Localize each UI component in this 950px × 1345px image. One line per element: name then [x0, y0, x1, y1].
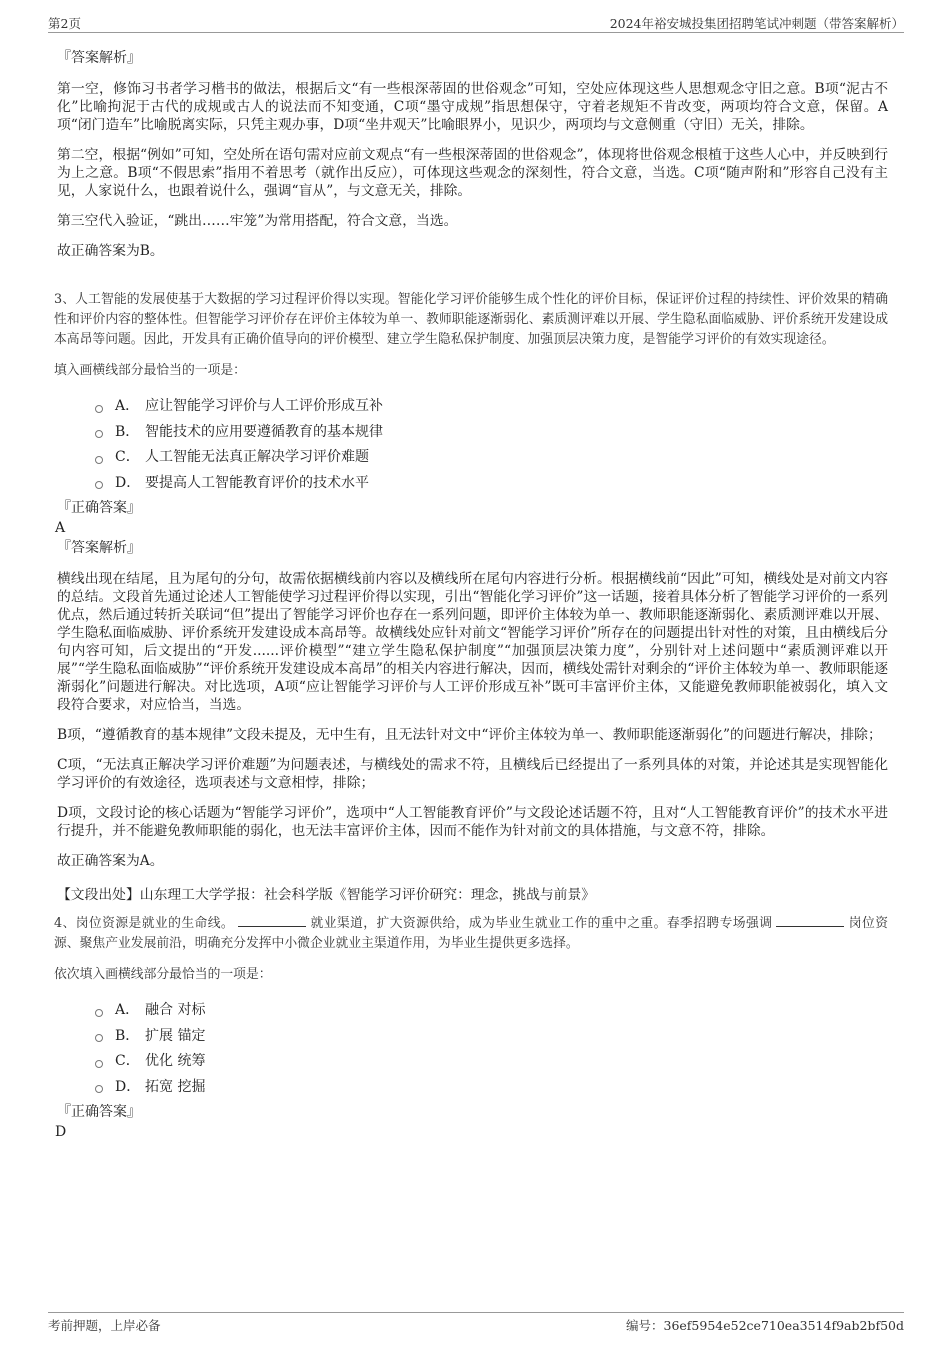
page-number: 第2页 — [48, 16, 81, 31]
correct-answer-label: 『正确答案』 — [57, 1104, 141, 1120]
radio-icon[interactable] — [95, 1034, 103, 1042]
fill-blank — [776, 914, 844, 927]
radio-icon[interactable] — [95, 456, 103, 464]
question-3-prompt: 填入画横线部分最恰当的一项是： — [54, 363, 246, 378]
correct-answer-label: 『正确答案』 — [57, 500, 141, 516]
option-b[interactable]: B． 扩展 锚定 — [95, 1024, 888, 1050]
radio-icon[interactable] — [95, 481, 103, 489]
option-b[interactable]: B． 智能技术的应用要遵循教育的基本规律 — [95, 420, 888, 446]
radio-icon[interactable] — [95, 1060, 103, 1068]
document-title: 2024年裕安城投集团招聘笔试冲刺题（带答案解析） — [609, 16, 904, 31]
analysis-conclusion: 故正确答案为A。 — [57, 853, 164, 869]
radio-icon[interactable] — [95, 405, 103, 413]
radio-icon[interactable] — [95, 1009, 103, 1017]
radio-icon[interactable] — [95, 430, 103, 438]
question-4-options — [95, 998, 888, 1100]
analysis-paragraph: D项，文段讨论的核心话题为“智能学习评价”，选项中“人工智能教育评价”与文段论述话题不符，且对“人工智能教育评价”的技术水平进行提升，并不能避免教师职能的弱化，也无法丰富评价主体，因而不能作为针对前文的具体措施，与文意不符，排除。 — [57, 805, 888, 839]
analysis-paragraph: 第二空，根据“例如”可知，空处所在语句需对应前文观点“有一些根深蒂固的世俗观念”，体现将世俗观念根植于这些人心中，并反映到行为上之意。B项“不假思索”指用不着思考（就作出反应），可体现这些观念的深刻性，符合文意，当选。C项“随声附和”形容自己没有主见，人家说什么，也跟着说什么，强调“盲从”，与文意无关，排除。 — [57, 147, 888, 199]
analysis-label: 『答案解析』 — [57, 540, 141, 556]
question-4-text: 4、岗位资源是就业的生命线。 就业渠道，扩大资源供给，成为毕业生就业工作的重中之重。春季招聘专场强调 岗位资源、聚焦产业发展前沿，明确充分发挥中小微企业就业主渠道作用，为毕业生提供更多选择。 — [54, 916, 888, 951]
page-content — [54, 48, 888, 1142]
footer-slogan: 考前押题，上岸必备 — [48, 1318, 161, 1333]
option-c[interactable]: C． 优化 统筹 — [95, 1049, 888, 1075]
radio-icon[interactable] — [95, 1085, 103, 1093]
analysis-paragraph: C项，“无法真正解决学习评价难题”为问题表述，与横线处的需求不符，且横线后已经提出了一系列具体的对策，并论述其是实现智能化学习评价的有效途径，选项表述与文意相悖，排除； — [57, 757, 888, 791]
option-d[interactable]: D． 拓宽 挖掘 — [95, 1075, 888, 1101]
analysis-label: 『答案解析』 — [57, 50, 141, 66]
option-d[interactable]: D． 要提高人工智能教育评价的技术水平 — [95, 471, 888, 497]
analysis-conclusion: 故正确答案为B。 — [57, 243, 164, 259]
analysis-paragraph: 第一空，修饰习书者学习楷书的做法，根据后文“有一些根深蒂固的世俗观念”可知，空处应体现这些人思想观念守旧之意。B项“泥古不化”比喻拘泥于古代的成规或古人的说法而不知变通，C项“墨守成规”指思想保守，守着老规矩不肯改变，两项均符合文意，保留。A项“闭门造车”比喻脱离实际，只凭主观办事，D项“坐井观天”比喻眼界小，见识少，两项均与文意侧重（守旧）无关，排除。 — [57, 81, 888, 133]
question-4-prompt: 依次填入画横线部分最恰当的一项是： — [54, 967, 272, 982]
question-3-options — [95, 394, 888, 496]
question-3-text: 3、人工智能的发展使基于大数据的学习过程评价得以实现。智能化学习评价能够生成个性化的评价目标，保证评价过程的持续性、评价效果的精确性和评价内容的整体性。但智能学习评价存在评价主体较为单一、教师职能逐渐弱化、素质测评难以开展、学生隐私面临威胁、评价系统开发建设成本高昂等问题。因此，开发具有正确价值导向的评价模型、建立学生隐私保护制度、加强顶层决策力度，是智能学习评价的有效实现途径。 — [54, 292, 888, 347]
page-footer — [48, 1312, 904, 1338]
document-id: 编号：36ef5954e52ce710ea3514f9ab2bf50d — [626, 1318, 904, 1333]
option-a[interactable]: A． 融合 对标 — [95, 998, 888, 1024]
analysis-paragraph: 第三空代入验证，“跳出……牢笼”为常用搭配，符合文意，当选。 — [57, 213, 458, 229]
fill-blank — [238, 914, 306, 927]
option-a[interactable]: A． 应让智能学习评价与人工评价形成互补 — [95, 394, 888, 420]
correct-answer: A — [55, 520, 66, 536]
text-source: 【文段出处】山东理工大学学报：社会科学版《智能学习评价研究：理念，挑战与前景》 — [57, 887, 596, 903]
analysis-paragraph: 横线出现在结尾，且为尾句的分句，故需依据横线前内容以及横线所在尾句内容进行分析。根据横线前“因此”可知，横线处是对前文内容的总结。文段首先通过论述人工智能使学习过程评价得以实现，引出“智能化学习评价”这一话题，接着具体分析了智能学习评价的一系列优点，然后通过转折关联词“但”提出了智能学习评价也存在一系列问题，即评价主体较为单一、教师职能逐渐弱化、素质测评难以开展、学生隐私面临威胁、评价系统开发建设成本高昂等。故横线处应针对前文“智能学习评价”所存在的问题提出针对性的对策，且由横线后分句内容可知，后文提出的“开发......评价模型”“建立学生隐私保护制度”“加强顶层决策力度”，分别针对上述问题中“素质测评难以开展”“学生隐私面临威胁”“评价系统开发建设成本高昂”的相关内容进行解决，因而，横线处需针对剩余的“评价主体较为单一、教师职能逐渐弱化”问题进行解决。对比选项，A项“应让智能学习评价与人工评价形成互补”既可丰富评价主体，又能避免教师职能被弱化，填入文段符合要求，对应恰当，当选。 — [57, 571, 888, 713]
analysis-paragraph: B项，“遵循教育的基本规律”文段未提及，无中生有，且无法针对文中“评价主体较为单一、教师职能逐渐弱化”的问题进行解决，排除； — [57, 727, 882, 743]
page-header — [48, 14, 904, 33]
option-c[interactable]: C． 人工智能无法真正解决学习评价难题 — [95, 445, 888, 471]
correct-answer: D — [55, 1124, 67, 1140]
